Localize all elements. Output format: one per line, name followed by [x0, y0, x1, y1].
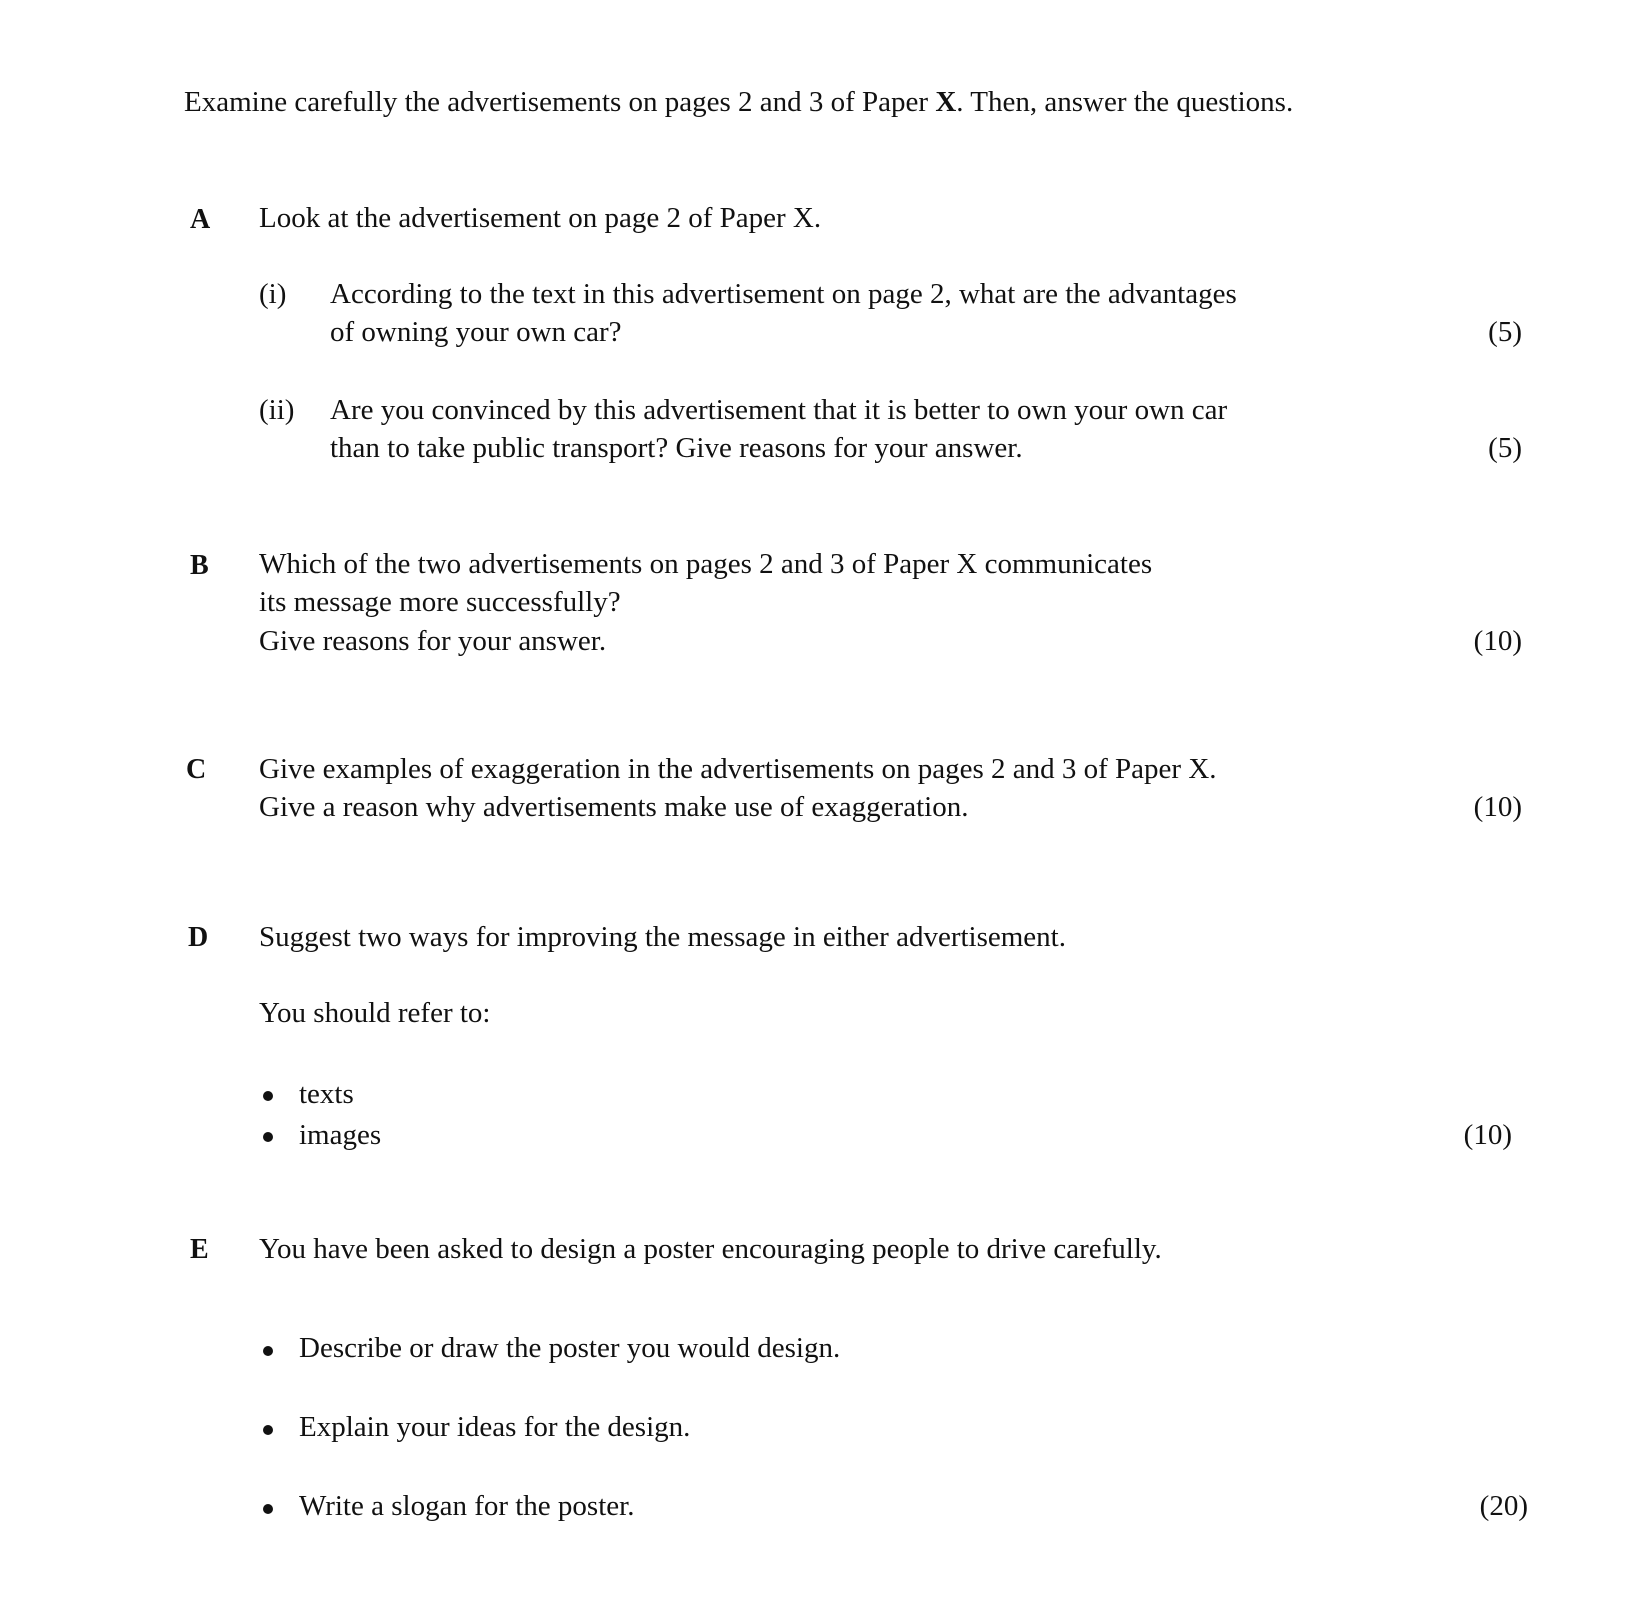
- section-e-line1: You have been asked to design a poster encouraging people to drive carefully.: [259, 1233, 1162, 1265]
- section-c-line1: Give examples of exaggeration in the advertisements on pages 2 and 3 of Paper X.: [259, 753, 1217, 785]
- section-d-bullet-2: images: [299, 1119, 382, 1151]
- section-c-line2: Give a reason why advertisements make use of exaggeration.: [259, 791, 969, 823]
- intro-pre: Examine carefully the advertisements on pages 2 and 3 of Paper: [184, 86, 936, 118]
- bullet-dot: [263, 1091, 273, 1101]
- section-e-bullet-3: Write a slogan for the poster.: [299, 1490, 635, 1522]
- section-d-letter: D: [188, 922, 209, 953]
- section-b-line2: its message more successfully?: [259, 586, 621, 618]
- bullet-dot: [263, 1346, 273, 1356]
- section-e-letter: E: [190, 1234, 209, 1265]
- section-a-i-line2: of owning your own car?: [330, 316, 622, 348]
- section-e-bullet-2: Explain your ideas for the design.: [299, 1411, 691, 1443]
- section-a-letter: A: [190, 204, 211, 235]
- section-a-ii-line2: than to take public transport? Give reasons for your answer.: [330, 432, 1023, 464]
- section-d-line1: Suggest two ways for improving the message in either advertisement.: [259, 921, 1066, 953]
- section-a-ii-line1: Are you convinced by this advertisement that it is better to own your own car: [330, 394, 1228, 426]
- intro-bold: X: [935, 86, 957, 118]
- section-b-line3: Give reasons for your answer.: [259, 625, 607, 657]
- intro-text: [184, 88, 1293, 117]
- section-a-text: Look at the advertisement on page 2 of Paper X.: [259, 202, 822, 234]
- section-a-i-marks: (5): [1488, 316, 1522, 348]
- section-a-i-label: (i): [259, 278, 287, 310]
- intro-post: . Then, answer the questions.: [956, 86, 1294, 118]
- section-d-bullet-1: texts: [299, 1078, 354, 1110]
- section-c-letter: C: [186, 754, 207, 785]
- section-e-bullet-1: Describe or draw the poster you would design.: [299, 1332, 841, 1364]
- section-d-marks: (10): [1463, 1119, 1512, 1151]
- section-c-marks: (10): [1473, 791, 1522, 823]
- section-a-ii-marks: (5): [1488, 432, 1522, 464]
- section-a-ii-label: (ii): [259, 394, 295, 426]
- section-b-marks: (10): [1473, 625, 1522, 657]
- section-d-line2: You should refer to:: [259, 997, 491, 1029]
- section-e-marks: (20): [1479, 1490, 1528, 1522]
- bullet-dot: [263, 1132, 273, 1142]
- section-a-i-line1: According to the text in this advertisement on page 2, what are the advantages: [330, 278, 1237, 310]
- bullet-dot: [263, 1504, 273, 1514]
- section-b-line1: Which of the two advertisements on pages 2 and 3 of Paper X communicates: [259, 548, 1153, 580]
- section-b-letter: B: [190, 550, 209, 581]
- bullet-dot: [263, 1425, 273, 1435]
